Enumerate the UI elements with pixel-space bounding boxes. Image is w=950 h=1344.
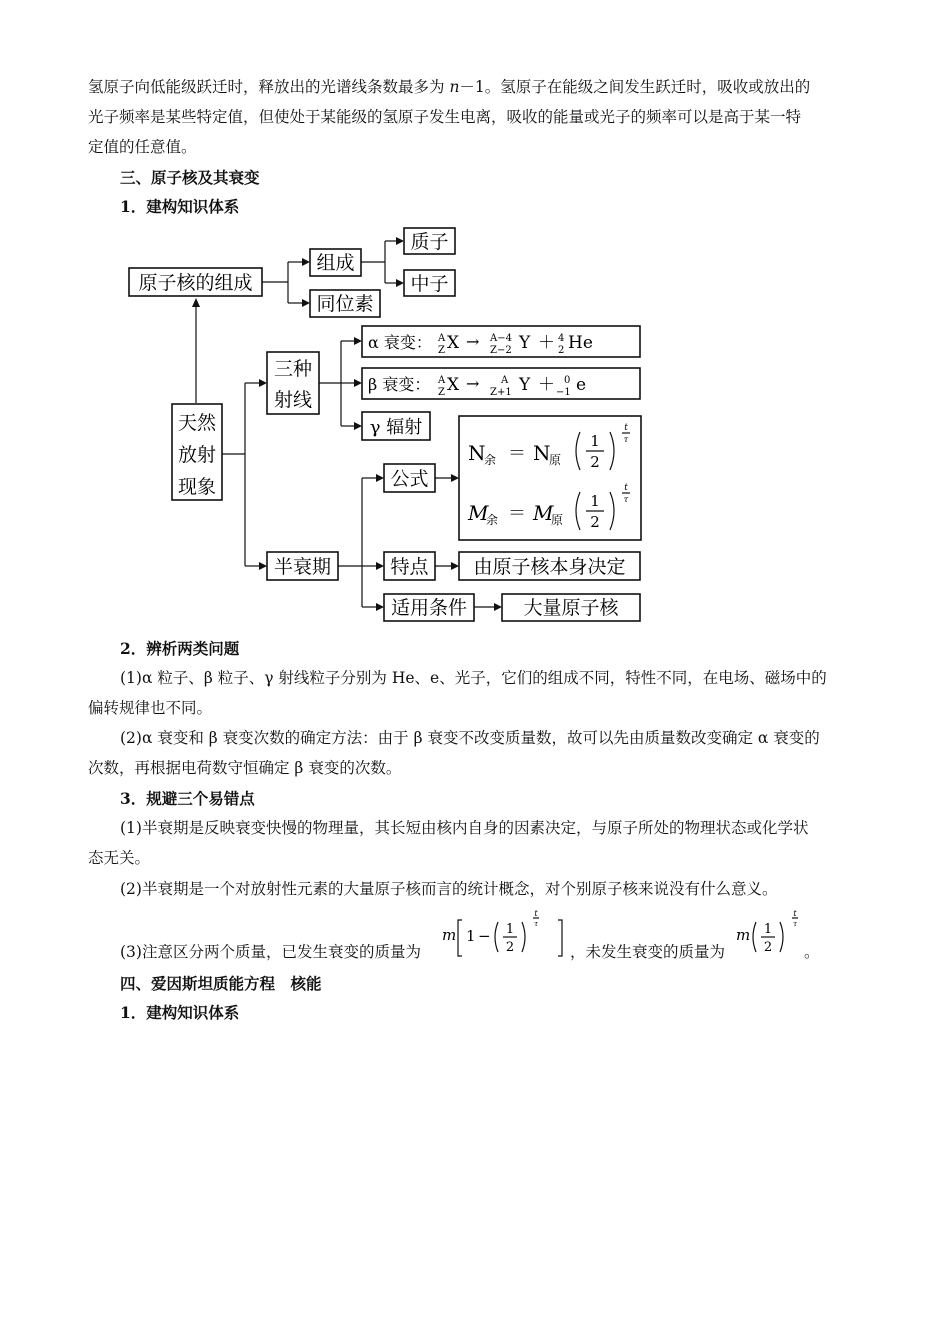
formula-m-exp-tau: τ (623, 495, 629, 504)
beta-sup: A (501, 375, 509, 386)
f1-one: 1 (466, 927, 476, 945)
f1-den: 2 (505, 940, 515, 955)
node-isotope-label: 同位素 (316, 293, 374, 315)
node-natural-label: 放射 (177, 444, 217, 466)
alpha-he: He (568, 333, 593, 353)
paren-left (495, 922, 498, 952)
beta-arrow: → (466, 374, 480, 393)
node-condition-label: 适用条件 (390, 597, 468, 619)
beta-label: β 衰变： (368, 375, 431, 394)
section4-sub1: 1．建构知识体系 (120, 1003, 240, 1022)
formula-n-exp-tau: τ (623, 435, 629, 444)
node-natural-label: 现象 (177, 476, 217, 498)
formula-undecayed-mass (734, 904, 810, 964)
node-composition (310, 249, 361, 276)
beta-y: Y (519, 375, 531, 395)
node-isotope (310, 290, 380, 317)
node-half-life (267, 552, 338, 580)
node-gamma (362, 412, 430, 440)
node-formula-box (459, 416, 641, 540)
beta-x: X (447, 375, 460, 395)
alpha-label: α 衰变： (368, 333, 432, 352)
f2-t: t (793, 909, 797, 918)
paren-left (753, 922, 756, 952)
node-formula-label: 公式 (390, 468, 429, 490)
alpha-sub: 2 (558, 345, 565, 356)
f1-m: m (442, 926, 457, 944)
node-natural-radioactivity (172, 404, 222, 500)
node-natural-label: 天然 (177, 412, 217, 434)
formula-n-num: 1 (590, 432, 600, 450)
para-2-2a: (2)α 衰变和 β 衰变次数的确定方法：由于 β 衰变不改变质量数，故可以先由质量数改变确定 α 衰变的 (120, 729, 820, 747)
node-neutron-label: 中子 (410, 273, 449, 295)
node-feature (384, 552, 435, 580)
f1-tau: τ (534, 920, 538, 928)
paren-right (780, 922, 783, 952)
alpha-plus: ＋ (538, 333, 555, 353)
node-three-rays-label: 射线 (273, 389, 313, 411)
alpha-x: X (447, 333, 460, 353)
node-gamma-label: γ 辐射 (369, 417, 423, 438)
alpha-sup: 4 (558, 333, 565, 344)
formula-n-rhs: N (533, 441, 551, 465)
paren-right (522, 922, 525, 952)
formula-m-rhs: M (533, 501, 554, 525)
formula-m-num: 1 (590, 492, 600, 510)
formula-m-lhs: M (468, 501, 489, 525)
formula-m-den: 2 (590, 513, 600, 531)
alpha-sub: Z (438, 345, 445, 356)
beta-plus: ＋ (538, 375, 555, 395)
f1-t: t (534, 909, 538, 918)
formula-m-eq: ＝ (508, 503, 526, 524)
beta-sub: Z (438, 387, 445, 398)
beta-sup: A (438, 375, 446, 386)
beta-sup: 0 (564, 375, 571, 386)
intro-line-2: 光子频率是某些特定值，但使处于某能级的氢原子发生电离，吸收的能量或光子的频率可以是高于某一特 (88, 108, 802, 126)
node-composition-label: 组成 (316, 252, 355, 274)
section3-sub1: 1．建构知识体系 (120, 197, 240, 216)
node-feature-result (459, 552, 640, 580)
para-3-3-end: 。 (804, 943, 820, 961)
node-beta-decay (362, 368, 640, 399)
para-3-3-mid: ，未发生衰变的质量为 (570, 943, 726, 961)
section4-title: 四、爱因斯坦质能方程 核能 (120, 974, 322, 993)
node-condition-result (502, 594, 640, 621)
para-3-2: (2)半衰期是一个对放射性元素的大量原子核而言的统计概念，对个别原子核来说没有什么意义。 (120, 880, 778, 898)
beta-e: e (576, 375, 587, 395)
para-3-1b: 态无关。 (88, 849, 151, 867)
node-alpha-decay (362, 326, 640, 357)
f1-minus: − (478, 927, 491, 945)
intro-text: 氢原子向低能级跃迁时，释放出的光谱线条数最多为 (88, 78, 450, 96)
f1-num: 1 (505, 922, 515, 937)
node-three-rays-label: 三种 (273, 358, 313, 380)
beta-sub: Z+1 (490, 387, 512, 398)
section3-title: 三、原子核及其衰变 (120, 168, 260, 187)
alpha-sup: A (438, 333, 446, 344)
f2-den: 2 (763, 940, 773, 955)
bracket-right (558, 920, 562, 956)
formula-n-lhs: N (468, 441, 486, 465)
para-2-1a: (1)α 粒子、β 粒子、γ 射线粒子分别为 He、e、光子，它们的组成不同，特性不同，在电场、磁场中的 (120, 669, 827, 687)
para-3-3-pre: (3)注意区分两个质量，已发生衰变的质量为 (120, 943, 421, 961)
f2-num: 1 (763, 922, 773, 937)
intro-line-3: 定值的任意值。 (88, 138, 197, 156)
f2-m: m (736, 926, 751, 944)
node-formula (384, 464, 435, 492)
section3-sub2: 2．辨析两类问题 (120, 639, 240, 658)
intro-text: －1。氢原子在能级之间发生跃迁时，吸收或放出的 (459, 78, 811, 96)
alpha-sup: A−4 (490, 333, 512, 344)
formula-m-lhs-sub: 余 (486, 513, 499, 527)
formula-n-exp-t: t (624, 423, 628, 433)
formula-n-eq: ＝ (508, 443, 526, 464)
node-half-life-label: 半衰期 (273, 556, 332, 578)
node-feature-label: 特点 (390, 556, 429, 578)
node-proton (404, 228, 455, 254)
formula-m-rhs-sub: 原 (551, 513, 564, 527)
formula-decayed-mass (440, 904, 572, 964)
para-2-1b: 偏转规律也不同。 (88, 699, 213, 717)
node-neutron (404, 270, 455, 296)
bracket-left (458, 920, 462, 956)
alpha-sub: Z−2 (490, 345, 512, 356)
formula-n-den: 2 (590, 453, 600, 471)
para-2-2b: 次数，再根据电荷数守恒确定 β 衰变的次数。 (88, 759, 402, 777)
alpha-arrow: → (466, 332, 480, 351)
node-three-rays (267, 352, 319, 414)
node-proton-label: 质子 (410, 231, 449, 253)
node-feature-result-label: 由原子核本身决定 (473, 556, 626, 578)
node-condition (384, 594, 474, 621)
formula-n-rhs-sub: 原 (549, 453, 562, 467)
node-nucleus-label: 原子核的组成 (138, 272, 253, 294)
var-n: n (449, 78, 460, 96)
beta-sub: −1 (556, 387, 571, 398)
knowledge-diagram (0, 0, 950, 640)
node-condition-result-label: 大量原子核 (523, 597, 619, 619)
formula-n-lhs-sub: 余 (484, 453, 497, 467)
alpha-y: Y (519, 333, 531, 353)
f2-tau: τ (793, 920, 797, 928)
section3-sub3: 3．规避三个易错点 (120, 789, 255, 808)
para-3-1a: (1)半衰期是反映衰变快慢的物理量，其长短由核内自身的因素决定，与原子所处的物理状态或化学状 (120, 819, 809, 837)
node-nucleus (129, 268, 262, 296)
formula-m-exp-t: t (624, 483, 628, 493)
